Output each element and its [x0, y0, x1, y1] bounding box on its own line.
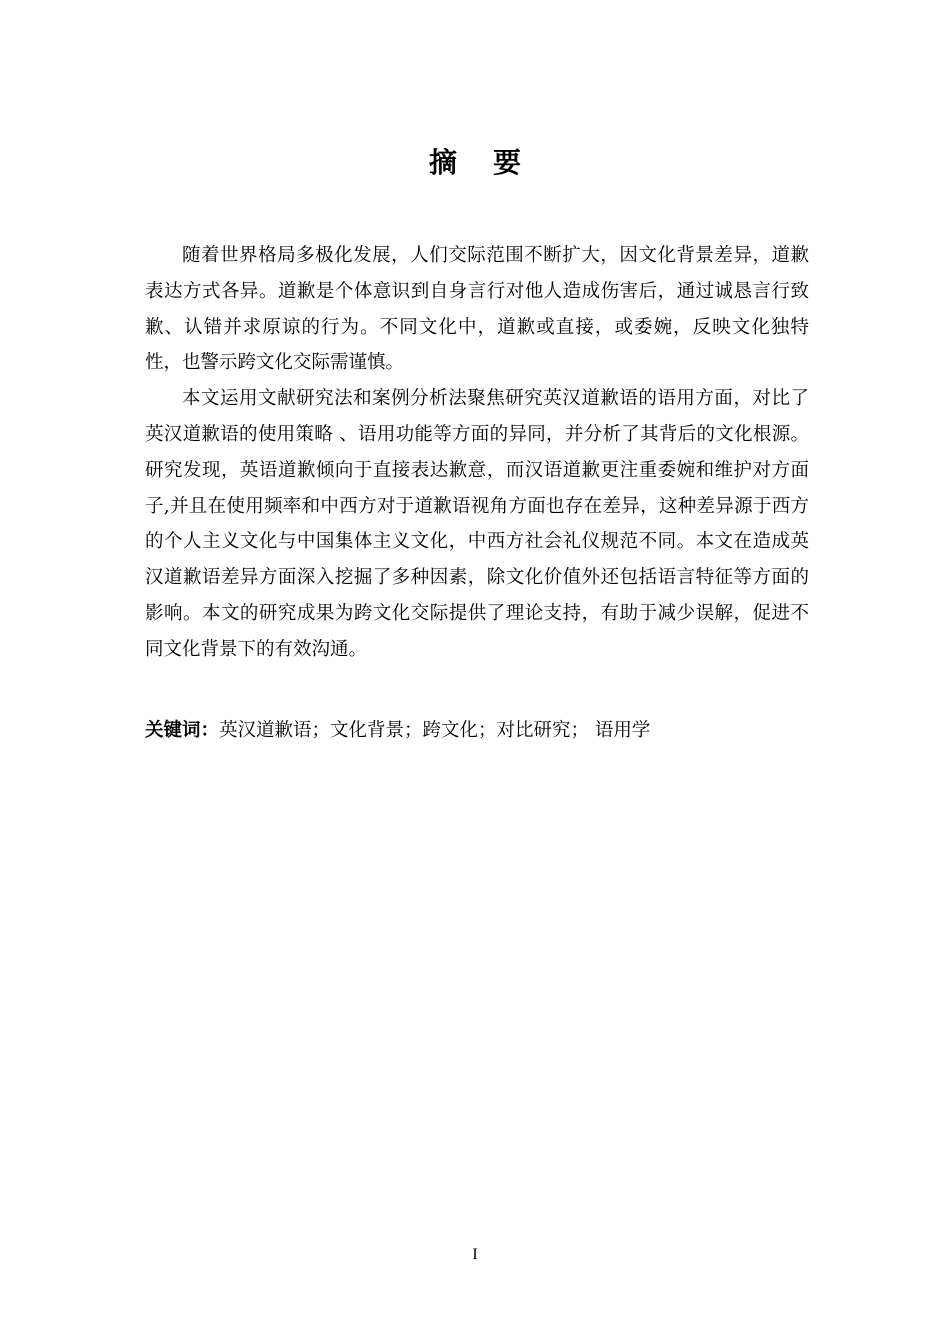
abstract-title: 摘要	[428, 146, 557, 179]
abstract-paragraph-2: 本文运用文献研究法和案例分析法聚焦研究英汉道歉语的语用方面，对比了英汉道歉语的使用策略 、语用功能等方面的异同，并分析了其背后的文化根源。研究发现，英语道歉倾向于直接表达歉意，而汉语道歉更注重委婉和维护对方面子,并且在使用频率和中西方对于道歉语视角方面也存在差异，这种差异源于西方的个人主义文化与中国集体主义文化，中西方社会礼仪规范不同。本文在造成英汉道歉语差异方面深入挖掘了多种因素，除文化价值外还包括语言特征等方面的影响。本文的研究成果为跨文化交际提供了理论支持，有助于减少误解，促进不同文化背景下的有效沟通。	[145, 388, 809, 660]
page-number: I	[472, 1246, 478, 1263]
keywords-line	[145, 713, 809, 749]
abstract-body	[145, 238, 809, 668]
keywords-value: 英汉道歉语；文化背景；跨文化；对比研究； 语用学	[219, 720, 651, 741]
keywords-label: 关键词：	[145, 720, 220, 741]
abstract-paragraph-1: 随着世界格局多极化发展，人们交际范围不断扩大，因文化背景差异，道歉表达方式各异。道歉是个体意识到自身言行对他人造成伤害后，通过诚恳言行致歉、认错并求原谅的行为。不同文化中，道歉或直接，或委婉，反映文化独特性，也警示跨文化交际需谨慎。	[145, 245, 809, 374]
